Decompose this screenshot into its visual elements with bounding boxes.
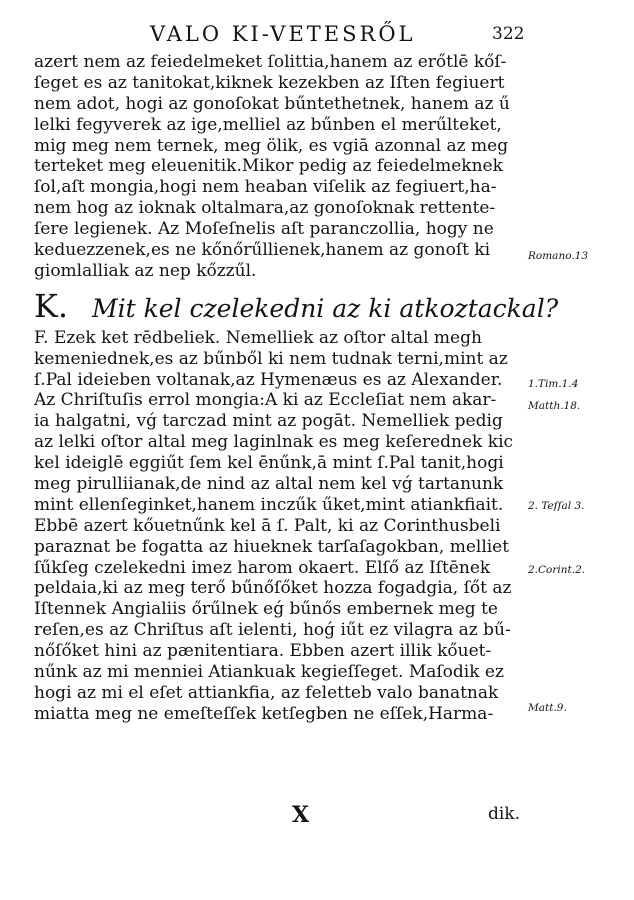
heading-text: Mit kel czelekedni az ki atkoztackal?	[92, 293, 559, 323]
text-line: kel ideiglē eggiűt ſem kel ēnűnk,ā mint ſ.Pal tanit,hogi	[34, 453, 504, 474]
margin-note: 2.Corint.2.	[528, 564, 586, 576]
text-line: Az Chriſtuſis errol mongia:A ki az Eccleſiat nem akar-	[34, 390, 497, 411]
text-line: meg pirulliianak,de nind az altal nem kel vǵ tartanunk	[34, 474, 504, 495]
text-line: hogi az mi el eſet attiankfia, az feletteb valo banatnak	[34, 682, 499, 703]
text-line: F. Ezek ket rēdbeliek. Nemelliek az oſtor altal megh	[34, 327, 482, 348]
text-line: reſen,es az Chriſtus aſt ielenti, hoǵ iűt ez vilagra az bű-	[34, 620, 511, 641]
text-line: peldaia,ki az meg terő bűnőſőket hozza fogadgia, ſőt az	[34, 578, 512, 599]
text-line: mint ellenſeginket,hanem inczűk űket,mint atiankfiait.	[34, 494, 504, 515]
text-line: keduezzenek,es ne kőnőrűllienek,hanem az gonoſt ki	[34, 240, 491, 261]
text-line: giomlalliak az nep kőzzűl.	[34, 260, 257, 281]
text-line: nem hog az ioknak oltalmara,az gonoſoknak rettente-	[34, 198, 496, 219]
margin-note: 1.Tim.1.4	[528, 378, 579, 390]
text-line: paraznat be fogatta az hiueknek tarſaſagokban, melliet	[34, 536, 510, 557]
text-line: ſere legienek. Az Moſeſnelis aſt paranczollia, hogy ne	[34, 219, 494, 240]
text-line: ſ.Pal ideieben voltanak,az Hymenæus es az Alexander.	[34, 369, 503, 390]
text-line: terteket meg eleuenitik.Mikor pedig az feiedelmeknek	[34, 156, 503, 177]
margin-notes	[528, 0, 634, 900]
margin-note: 2. Teſſal 3.	[528, 500, 585, 512]
text-line: Iſtennek Angialiis őrűlnek eǵ bűnős embernek meg te	[34, 599, 498, 620]
margin-note: Romano.13	[528, 250, 589, 262]
margin-note: Matth.18.	[528, 400, 581, 412]
heading-letter: K.	[34, 286, 69, 325]
signature-mark: X	[292, 802, 312, 828]
text-line: ſeget es az tanitokat,kiknek kezekben az Iſten fegiuert	[34, 72, 505, 93]
text-line: miatta meg ne emeſteſſek ketſegben ne eſſek,Harma-	[34, 703, 494, 724]
margin-note: Matt.9.	[528, 702, 567, 714]
page-number: 322	[492, 24, 525, 44]
text-line: ſűkſeg czelekedni imez harom okaert. Elſő az Iſtēnek	[34, 557, 491, 578]
text-line: ſol,aſt mongia,hogi nem heaban viſelik az fegiuert,ha-	[34, 177, 497, 198]
text-line: nőſőket hini az pænitentiara. Ebben azert illik kőuet-	[34, 641, 492, 662]
text-line: azert nem az feiedelmeket ſolittia,hanem az erőtlē kőſ-	[34, 52, 507, 72]
text-line: kemeniednek,es az bűnből ki nem tudnak terni,mint az	[34, 348, 508, 369]
text-line: Ebbē azert kőuetnűnk kel ā ſ. Palt, ki az Corinthusbeli	[34, 515, 501, 536]
text-line: ia halgatni, vǵ tarczad mint az pogāt. Nemelliek pedig	[34, 411, 503, 432]
text-line: nűnk az mi menniei Atiankuak kegieſſeget. Maſodik ez	[34, 662, 504, 683]
text-line: az lelki oſtor altal meg laginlnak es meg keſerednek kic	[34, 432, 514, 453]
text-line: lelki fegyverek az ige,melliel az bűnben el merűlteket,	[34, 114, 502, 135]
text-line: nem adot, hogi az gonoſokat bűntethetnek, hanem az ű	[34, 93, 510, 114]
section-heading	[34, 286, 559, 326]
catchword: dik.	[488, 804, 521, 824]
text-line: mig meg nem ternek, meg ölik, es vgiā azonnal az meg	[34, 135, 509, 156]
running-title: VALO KI-VETESRŐL	[150, 22, 416, 46]
